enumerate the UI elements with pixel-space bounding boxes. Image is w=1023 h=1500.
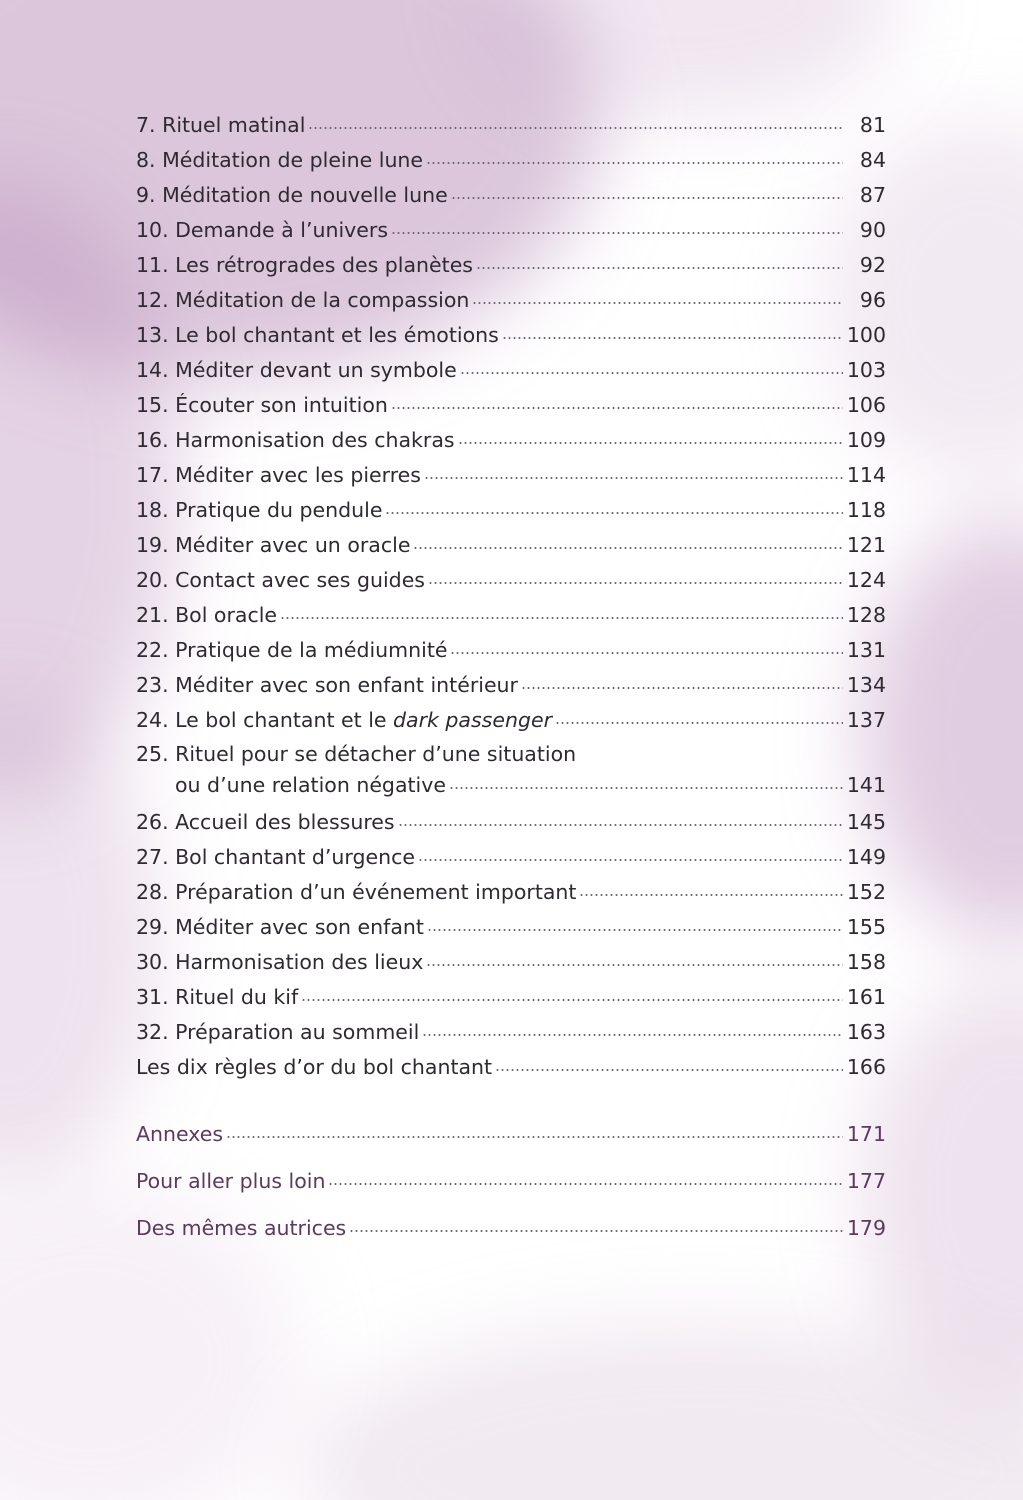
- toc-section-page: 171: [846, 1122, 886, 1146]
- toc-entry-page: 121: [846, 533, 886, 557]
- toc-entry: [136, 598, 886, 633]
- toc-entry-title: 27. Bol chantant d’urgence: [136, 845, 415, 869]
- toc-entry-title: 13. Le bol chantant et les émotions: [136, 323, 499, 347]
- toc-entry-title: 7. Rituel matinal: [136, 113, 306, 137]
- toc-sections: [136, 1111, 886, 1252]
- toc-entry-page: 161: [846, 985, 886, 1009]
- toc-entry: [136, 178, 886, 213]
- dot-leader: [391, 406, 843, 412]
- toc-entry-title: 16. Harmonisation des chakras: [136, 428, 455, 452]
- toc-entry-page: 145: [846, 810, 886, 834]
- toc-entry: [136, 318, 886, 353]
- dot-leader: [413, 546, 843, 552]
- toc-entry-page: 141: [846, 773, 886, 797]
- dot-leader: [426, 963, 843, 969]
- toc-entry: [136, 633, 886, 668]
- toc-entry-title: 15. Écouter son intuition: [136, 393, 388, 417]
- toc-entry-title: 9. Méditation de nouvelle lune: [136, 183, 448, 207]
- toc-entry-page: 114: [846, 463, 886, 487]
- toc-entry: [136, 493, 886, 528]
- toc-entry-title: 17. Méditer avec les pierres: [136, 463, 421, 487]
- toc-entry-page: 131: [846, 638, 886, 662]
- dot-leader: [495, 1068, 843, 1074]
- dot-leader: [579, 893, 843, 899]
- toc-section: [136, 1111, 886, 1158]
- toc-entry: [136, 213, 886, 248]
- toc-entry-title: Les dix règles d’or du bol chantant: [136, 1055, 493, 1079]
- toc-entry: [136, 668, 886, 703]
- dot-leader: [349, 1229, 843, 1235]
- toc-entry-title: 32. Préparation au sommeil: [136, 1020, 420, 1044]
- dot-leader: [426, 161, 843, 167]
- dot-leader: [427, 928, 843, 934]
- dot-leader: [418, 858, 843, 864]
- toc-entry-page: 124: [846, 568, 886, 592]
- toc-entry-title: 8. Méditation de pleine lune: [136, 148, 424, 172]
- toc-section: [136, 1158, 886, 1205]
- dot-leader: [398, 823, 843, 829]
- dot-leader: [521, 686, 843, 692]
- toc-entry-page: 84: [859, 148, 886, 172]
- toc-entry: [136, 945, 886, 980]
- toc-entry-page: 166: [846, 1055, 886, 1079]
- toc-entry-page: 96: [859, 288, 886, 312]
- toc-entry-page: 128: [846, 603, 886, 627]
- toc-entry-title: 31. Rituel du kif: [136, 985, 299, 1009]
- toc-section-title: Des mêmes autrices: [136, 1216, 347, 1240]
- toc-entry: [136, 840, 886, 875]
- toc-entry-page: 155: [846, 915, 886, 939]
- dot-leader: [328, 1182, 843, 1188]
- toc-entry: [136, 388, 886, 423]
- toc-entry: [136, 910, 886, 945]
- toc-entry-title: 14. Méditer devant un symbole: [136, 358, 457, 382]
- toc-entry-page: 134: [846, 673, 886, 697]
- toc-entry-title: 21. Bol oracle: [136, 603, 278, 627]
- toc-entry-page: 103: [846, 358, 886, 382]
- toc-entry-page: 137: [846, 708, 886, 732]
- toc-entry: [136, 458, 886, 493]
- toc-entry-title: 28. Préparation d’un événement important: [136, 880, 577, 904]
- toc-entry-page: 149: [846, 845, 886, 869]
- toc-entry: [136, 563, 886, 598]
- toc-entry: [136, 739, 886, 801]
- toc-entry-title-line2: ou d’une relation négative: [175, 773, 446, 797]
- dot-leader: [502, 336, 843, 342]
- dot-leader: [458, 441, 843, 447]
- toc-entry-line2: [136, 770, 886, 801]
- dot-leader: [476, 266, 843, 272]
- dot-leader: [280, 616, 843, 622]
- dot-leader: [472, 301, 843, 307]
- toc-entry: [136, 1015, 886, 1050]
- dot-leader: [449, 786, 843, 792]
- toc-entry: [136, 248, 886, 283]
- dot-leader: [391, 231, 843, 237]
- toc-entry-page: 163: [846, 1020, 886, 1044]
- toc-section-title: Annexes: [136, 1122, 224, 1146]
- dot-leader: [424, 476, 843, 482]
- toc-entry-page: 118: [846, 498, 886, 522]
- toc-entry: [136, 875, 886, 910]
- dot-leader: [451, 196, 843, 202]
- toc-entry: [136, 528, 886, 563]
- toc-section-page: 179: [846, 1216, 886, 1240]
- toc-entry: [136, 980, 886, 1015]
- toc-entry-page: 158: [846, 950, 886, 974]
- toc-entry-title: 29. Méditer avec son enfant: [136, 915, 424, 939]
- toc-entry-title-prefix: 24. Le bol chantant et le: [136, 708, 394, 732]
- toc-entries: [136, 108, 886, 1085]
- dot-leader: [460, 371, 843, 377]
- toc-entry-title: 26. Accueil des blessures: [136, 810, 395, 834]
- toc-entry-title: 22. Pratique de la médiumnité: [136, 638, 448, 662]
- toc-section-page: 177: [846, 1169, 886, 1193]
- toc-entry-title-italic: dark passenger: [393, 708, 553, 732]
- table-of-contents: [136, 108, 886, 1252]
- dot-leader: [555, 721, 843, 727]
- toc-entry-title: 19. Méditer avec un oracle: [136, 533, 411, 557]
- dot-leader: [308, 126, 843, 132]
- toc-entry-page: 81: [859, 113, 886, 137]
- dot-leader: [428, 581, 843, 587]
- toc-entry: [136, 108, 886, 143]
- toc-entry-page: 87: [859, 183, 886, 207]
- toc-entry-title: 20. Contact avec ses guides: [136, 568, 425, 592]
- toc-entry: [136, 283, 886, 318]
- dot-leader: [450, 651, 843, 657]
- dot-leader: [385, 511, 843, 517]
- toc-entry: [136, 143, 886, 178]
- toc-entry-title: 10. Demande à l’univers: [136, 218, 389, 242]
- toc-entry-title: [136, 703, 552, 738]
- toc-entry-title-line1: 25. Rituel pour se détacher d’une situation: [136, 742, 577, 766]
- toc-entry-title: 30. Harmonisation des lieux: [136, 950, 424, 974]
- toc-entry-title: 23. Méditer avec son enfant intérieur: [136, 673, 518, 697]
- toc-entry-page: 152: [846, 880, 886, 904]
- toc-section: [136, 1205, 886, 1252]
- toc-entry-page: 106: [846, 393, 886, 417]
- toc-entry-page: 100: [846, 323, 886, 347]
- toc-entry: [136, 353, 886, 388]
- toc-entry: [136, 805, 886, 840]
- toc-entry-title: 12. Méditation de la compassion: [136, 288, 470, 312]
- toc-entry-title: 11. Les rétrogrades des planètes: [136, 253, 473, 277]
- toc-entry-page: 109: [846, 428, 886, 452]
- dot-leader: [301, 998, 843, 1004]
- toc-entry: [136, 703, 886, 738]
- toc-entry: [136, 1050, 886, 1085]
- toc-entry-page: 92: [859, 253, 886, 277]
- toc-entry-title: 18. Pratique du pendule: [136, 498, 383, 522]
- dot-leader: [422, 1033, 843, 1039]
- toc-section-title: Pour aller plus loin: [136, 1169, 326, 1193]
- toc-entry: [136, 423, 886, 458]
- toc-entry-page: 90: [859, 218, 886, 242]
- dot-leader: [226, 1135, 843, 1141]
